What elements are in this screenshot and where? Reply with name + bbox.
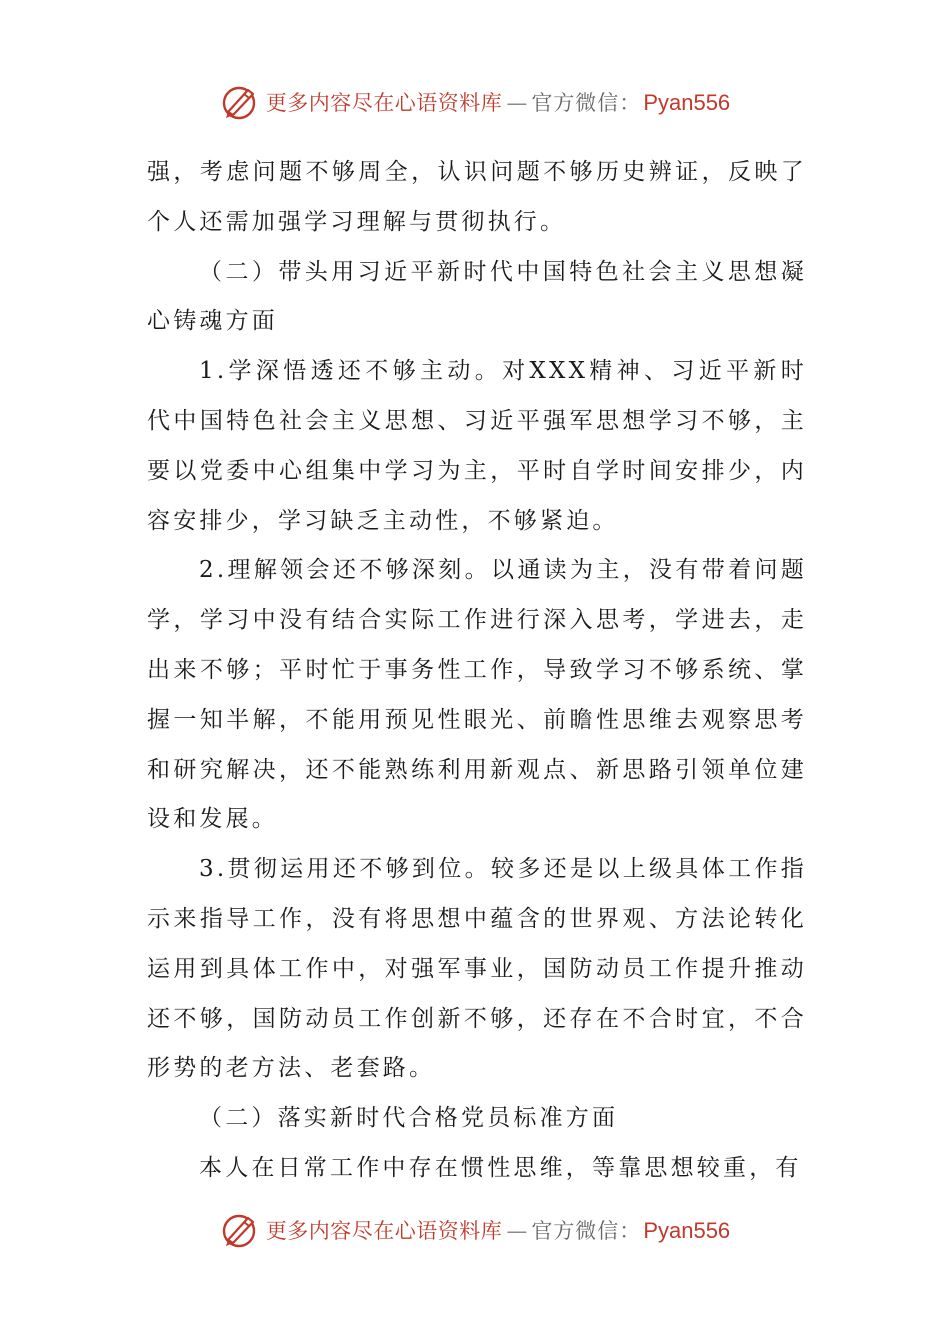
watermark-wechat-id: Pyan556 (643, 1218, 731, 1243)
watermark-dash: — (506, 1219, 528, 1243)
watermark-wechat-label: 官方微信： (531, 91, 642, 115)
paragraph-continuation: 强，考虑问题不够周全，认识问题不够历史辨证，反映了个人还需加强学习理解与贯彻执行。 (147, 159, 807, 235)
pen-in-circle-icon (220, 82, 260, 122)
watermark-wechat-label: 官方微信： (531, 1219, 642, 1243)
paragraph-body: 本人在日常工作中存在惯性思维，等靠思想较重，有 (199, 1154, 802, 1181)
paragraph-item-1: 1.学深悟透还不够主动。对XXX精神、习近平新时代中国特色社会主义思想、习近平强军思想学习不够，主要以党委中心组集中学习为主，平时自学时间安排少，内容安排少，学习缺乏主动性，不够紧迫。 (147, 358, 807, 534)
paragraph-item-3: 3.贯彻运用还不够到位。较多还是以上级具体工作指示来指导工作，没有将思想中蕴含的世界观、方法论转化运用到具体工作中，对强军事业，国防动员工作提升推动还不够，国防动员工作创新不够，还存在不合时宜，不合形势的老方法、老套路。 (147, 856, 807, 1082)
section-heading: （二）带头用习近平新时代中国特色社会主义思想凝心铸魂方面 (147, 258, 807, 335)
document-body (147, 148, 807, 1194)
paragraph-item-2: 2.理解领会还不够深刻。以通读为主，没有带着问题学，学习中没有结合实际工作进行深入思考，学进去，走出来不够；平时忙于事务性工作，导致学习不够系统、掌握一知半解，不能用预见性眼光、前瞻性思维去观察思考和研究解决，还不能熟练利用新观点、新思路引领单位建设和发展。 (147, 557, 807, 833)
watermark-site-name: 更多内容尽在心语资料库 (265, 1219, 503, 1243)
watermark-dash: — (506, 91, 528, 115)
watermark-header (0, 78, 950, 126)
section-heading: （二）落实新时代合格党员标准方面 (199, 1105, 619, 1132)
pen-in-circle-icon (220, 1210, 260, 1250)
watermark-wechat-id: Pyan556 (643, 90, 731, 115)
watermark-footer (0, 1206, 950, 1254)
watermark-site-name: 更多内容尽在心语资料库 (265, 91, 503, 115)
